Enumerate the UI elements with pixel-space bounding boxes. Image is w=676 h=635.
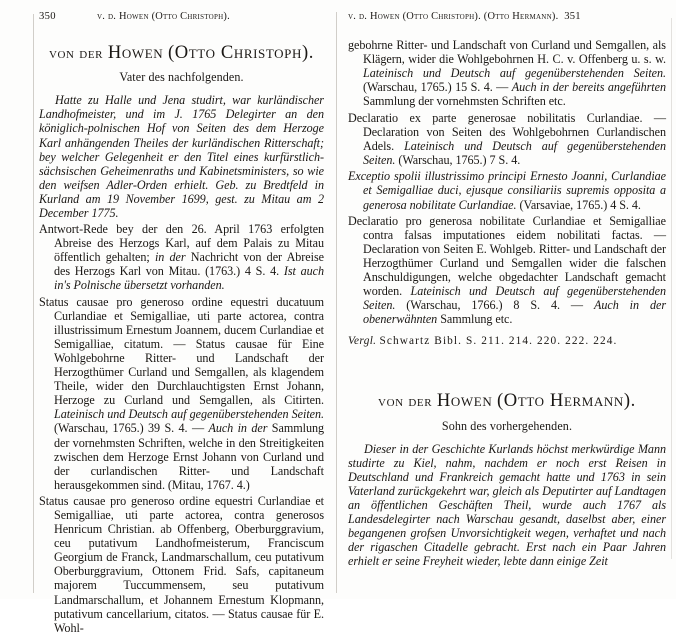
work-segment: Auch in der obenerwähnten [363, 298, 666, 327]
entry-title-given: (Otto Christoph). [167, 42, 315, 63]
entry-biography-left: Hatte zu Halle und Jena studirt, war kurländischer Landhofmeister, und im J. 1765 Delegirter an den königlich-polnischen Hof von Seiten des dem Herzoge Karl anhängenden Theiles der kurländischen Ritterschaft; bey welcher Gelegenheit er den Titel eines kurfürstlich-sächsischen Geheimenraths und Kabinetsministers, so wie den weifsen Adler-Orden erhielt. Geb. zu Bredtfeld in Kurland am 19 November 1699, gest. zu Mitau am 2 December 1775. [39, 93, 324, 220]
work-entry-status-causae-2-continued [348, 38, 666, 108]
work-segment: Status causae pro generoso ordine equestri Curlandiae et Semigalliae, uti parte actorea, contra generosos Henricum Christian. ab Offenberg, Oberburggravium, ceu putativum Landhofmeisterum, Franciscum Georgium de Franck, Landmarschallum, ceu putativum Oberburggravium, Ottonem Frid. Safs, capitaneum majorem Tuccummensem, seu putativum Landmarschallum, et Johannem Ernestum Klopmann, putativum cancellarium, citatos. — Status causae für E. Wohl- [39, 494, 324, 635]
running-head-left [39, 9, 324, 25]
work-entry-declaratio-pro-generosa [348, 214, 666, 326]
bibliographic-reference [348, 334, 666, 348]
work-segment: (Warschau, 1765.) 15 S. 4. — [363, 80, 512, 95]
running-head-qualifier-2: (Otto Hermann). [483, 11, 559, 22]
entry-biography-right: Dieser in der Geschichte Kurlands höchst merkwürdige Mann studirte zu Kiel, nahm, nachdem er noch erst Reisen in Deutschland und Frankreich gemacht hatte und 1763 in sein Vaterland zurückgekehrt war, gleich als Deputirter auf Landtagen an öffentlichen Geschäften Theil, wurde auch 1767 als Landesdelegirter nach Warschau gesandt, daselbst aber, einer begangenen grofsen Unvorsichtigkeit wegen, verhaftet und nach der rigaschen Citadelle gebracht. Erst nach ein Paar Jahren erhielt er seine Freyheit wieder, lebte dann einige Zeit [348, 441, 666, 569]
entry-title-otto-hermann [348, 390, 666, 411]
entry-title-given: (Otto Hermann). [497, 390, 636, 412]
work-segment: Status causae pro generoso ordine equestri ducatuum Curlandiae et Semigalliae, uti parte actorea, contra illustrissimum Ernestum Joannem, ducem Curlandiae et Semigalliae, citatum. — Status causae für Eine Wohlgebohrne Ritter- und Landschaft der Herzogthümer Curland und Semgallen, als klagendem Theile, wider den Durchlauchtigsten Ernst Johann, Herzoge zu Curland und Semgallen, als Citirten. [39, 295, 324, 408]
work-entry-status-causae-2 [39, 494, 324, 634]
work-entry-antwort-rede [39, 222, 324, 292]
running-head-name-left: v. d. Howen [97, 11, 149, 22]
work-segment: Lateinisch und Deutsch auf gegenüberstehenden Seiten. [363, 284, 666, 313]
work-segment: Sammlung der vornehmsten Schriften, welche in den Streitigkeiten zwischen dem Herzoge Ernst Johann von Curland und der curlandischen Ritter- und Landschaft herausgekommen sind. (Mitau, 1767. 4.) [54, 421, 325, 492]
work-segment: Sammlung der vornehmsten Schriften etc. [363, 94, 566, 109]
work-entry-status-causae-1 [39, 295, 324, 492]
running-head-qualifier-left: (Otto Christoph). [151, 11, 230, 22]
work-segment: Lateinisch und Deutsch auf gegenüberstehenden Seiten. [363, 66, 666, 81]
work-segment: Declaratio pro generosa nobilitate Curlandiae et Semigalliae contra falsas imputationes eidem nobilitati factas. — Declaration von Seiten E. Wohlgeb. Ritter- und Landschaft der Herzogthümer Curland und Semgallen wider die falschen Anschuldigungen, welche obgedachter Landschaft gemacht worden. [348, 214, 666, 299]
work-entry-exceptio-spolii [348, 169, 666, 211]
reference-prefix: Vergl. [348, 335, 377, 348]
work-entry-declaratio-ex-parte [348, 111, 666, 167]
work-segment: (Varsaviae, 1765.) 4 S. 4. [519, 197, 641, 212]
work-segment: gebohrne Ritter- und Landschaft von Curland und Semgallen, als Klägern, wider die Wohlgebohrnen H. C. v. Offenberg u. s. w. [348, 38, 666, 67]
entry-title-surname: Howen [436, 390, 493, 412]
work-segment: Auch in der bereits angeführten [511, 80, 666, 95]
work-segment: in der [154, 250, 191, 265]
running-head-right [348, 9, 666, 25]
work-segment: Nachricht von der Abreise des Herzogs Karl von Mitau. (1763.) 4 S. 4. [54, 250, 324, 279]
work-segment: Declaratio ex parte generosae nobilitatis Curlandiae. — Declaration von Seiten des Wohlgebohrnen Curlandischen Adels. [348, 110, 666, 153]
entry-subtitle-left: Vater des nachfolgenden. [119, 70, 244, 85]
left-column [0, 0, 336, 635]
work-segment: Sammlung etc. [440, 312, 513, 327]
work-segment: (Warschau, 1765.) 7 S. 4. [398, 152, 521, 167]
entry-title-surname: Howen [107, 42, 164, 63]
entry-title-prefix: von der [48, 43, 104, 62]
work-segment: Lateinisch und Deutsch auf gegenüberstehenden Seiten. [54, 407, 324, 422]
entry-title-otto-christoph [39, 42, 324, 63]
work-segment: Ist auch in's Polnische übersetzt vorhanden. [54, 264, 324, 293]
folio-number-left: 350 [39, 11, 56, 22]
entry-title-prefix: von der [378, 391, 433, 411]
work-segment: (Warschau, 1766.) 8 S. 4. — [406, 298, 594, 313]
work-segment: (Warschau, 1765.) 39 S. 4. — [54, 421, 209, 436]
reference-text: Schwartz Bibl. S. 211. 214. 220. 222. 224. [379, 335, 618, 348]
work-segment: Exceptio spolii illustrissimo principi Ernesto Joanni, Curlandiae et Semigalliae duci, ejusque consiliariis supremis opposita a generosa nobilitate Curlandiae. [348, 169, 666, 212]
right-column [336, 0, 676, 599]
running-head-qualifier-1: (Otto Christoph). [402, 11, 481, 22]
work-segment: Lateinisch und Deutsch auf gegenüberstehenden Seiten. [363, 138, 667, 167]
running-head-name-right: v. d. Howen [348, 11, 400, 22]
folio-number-right: 351 [564, 11, 581, 22]
work-segment: Antwort-Rede bey der den 26. April 1763 erfolgten Abreise des Herzogs Karl, auf dem Palais zu Mitau öffentlich gehalten; [39, 222, 324, 265]
entry-subtitle-right: Sohn des vorhergehenden. [441, 418, 573, 433]
work-segment: Auch in der [208, 421, 272, 436]
section-spacer [348, 348, 666, 378]
